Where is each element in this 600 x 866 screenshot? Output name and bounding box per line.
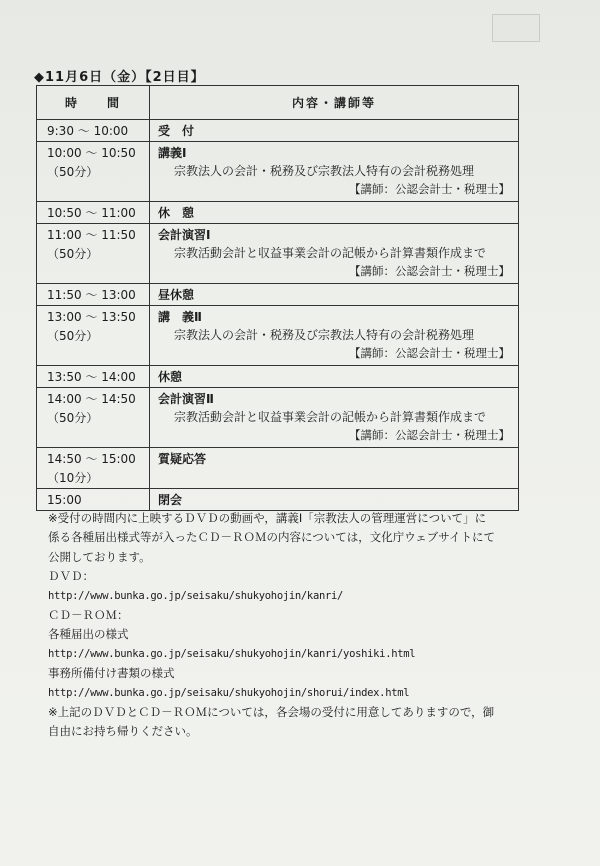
- office-label: 事務所備付け書類の様式: [48, 666, 175, 681]
- session-title: 会計演習Ⅰ: [158, 228, 211, 242]
- note-line: 係る各種届出様式等が入ったＣＤ－ＲＯＭの内容については，文化庁ウェブサイトにて: [48, 530, 496, 545]
- time-range: 13:00 〜 13:50: [47, 310, 136, 324]
- session-title: 会計演習Ⅱ: [158, 392, 214, 406]
- notes-section: [48, 509, 528, 742]
- session-title: 受 付: [158, 124, 195, 138]
- time-cell: [37, 202, 150, 224]
- time-cell: [37, 224, 150, 284]
- time-range: 14:50 〜 15:00: [47, 452, 136, 466]
- session-description: 宗教活動会計と収益事業会計の記帳から計算書類作成まで: [174, 410, 487, 424]
- table-row: [37, 224, 519, 284]
- table-row: [37, 448, 519, 489]
- forms-label: 各種届出の様式: [48, 627, 129, 642]
- session-title: 講 義Ⅱ: [158, 310, 202, 324]
- content-cell: [150, 388, 519, 448]
- time-range: 11:50 〜 13:00: [47, 288, 136, 302]
- lecturer-label: 【講師：公認会計士・税理士】: [349, 346, 510, 360]
- lecturer-label: 【講師：公認会計士・税理士】: [349, 264, 510, 278]
- time-cell: [37, 306, 150, 366]
- column-header-time: 時 間: [37, 86, 150, 120]
- duration: （50分）: [47, 247, 99, 261]
- dvd-url-link[interactable]: http://www.bunka.go.jp/seisaku/shukyohojin/kanri/: [48, 589, 344, 602]
- time-range: 9:30 〜 10:00: [47, 124, 129, 138]
- table-row: [37, 366, 519, 388]
- table-row: [37, 489, 519, 511]
- session-description: 宗教活動会計と収益事業会計の記帳から計算書類作成まで: [174, 246, 487, 260]
- table-row: [37, 306, 519, 366]
- table-row: [37, 202, 519, 224]
- date-heading: ◆11月6日（金）【2日目】: [34, 70, 205, 85]
- content-cell: [150, 366, 519, 388]
- time-range: 15:00: [47, 493, 82, 507]
- content-cell: [150, 224, 519, 284]
- forms-url-link[interactable]: http://www.bunka.go.jp/seisaku/shukyohojin/kanri/yoshiki.html: [48, 647, 416, 660]
- time-range: 14:00 〜 14:50: [47, 392, 136, 406]
- table-header-row: [37, 86, 519, 120]
- duration: （50分）: [47, 165, 99, 179]
- note-line: 公開しております。: [48, 549, 151, 564]
- content-cell: [150, 142, 519, 202]
- session-title: 休憩: [158, 370, 183, 384]
- time-cell: [37, 489, 150, 511]
- content-cell: [150, 448, 519, 489]
- table-row: [37, 142, 519, 202]
- session-title: 休 憩: [158, 206, 195, 220]
- time-cell: [37, 388, 150, 448]
- table-row: [37, 388, 519, 448]
- dvd-label: ＤＶＤ：: [48, 569, 94, 584]
- office-url-link[interactable]: http://www.bunka.go.jp/seisaku/shukyohojin/shorui/index.html: [48, 686, 410, 699]
- time-cell: [37, 120, 150, 142]
- time-cell: [37, 142, 150, 202]
- duration: （50分）: [47, 329, 99, 343]
- note-line: ※受付の時間内に上映するＤＶＤの動画や，講義Ⅰ「宗教法人の管理運営について」に: [48, 511, 487, 525]
- content-cell: [150, 306, 519, 366]
- time-cell: [37, 366, 150, 388]
- index-tab: [492, 14, 540, 42]
- session-title: 昼休憩: [158, 288, 195, 302]
- duration: （10分）: [47, 471, 99, 485]
- table-row: [37, 284, 519, 306]
- column-header-content: 内容・講師等: [150, 86, 519, 120]
- lecturer-label: 【講師：公認会計士・税理士】: [349, 182, 510, 196]
- session-title: 講義Ⅰ: [158, 146, 187, 160]
- time-range: 10:00 〜 10:50: [47, 146, 136, 160]
- time-range: 11:00 〜 11:50: [47, 228, 136, 242]
- session-description: 宗教法人の会計・税務及び宗教法人特有の会計税務処理: [174, 164, 475, 178]
- cd-label: ＣＤ－ＲＯＭ：: [48, 608, 129, 623]
- footer-note: ※上記のＤＶＤとＣＤ－ＲＯＭについては，各会場の受付に用意してありますので，御: [48, 705, 495, 720]
- content-cell: [150, 284, 519, 306]
- content-cell: [150, 120, 519, 142]
- lecturer-label: 【講師：公認会計士・税理士】: [349, 428, 510, 442]
- session-title: 質疑応答: [158, 452, 207, 466]
- time-range: 10:50 〜 11:00: [47, 206, 136, 220]
- session-description: 宗教法人の会計・税務及び宗教法人特有の会計税務処理: [174, 328, 475, 342]
- footer-note: 自由にお持ち帰りください。: [48, 724, 198, 739]
- content-cell: [150, 489, 519, 511]
- time-cell: [37, 448, 150, 489]
- time-range: 13:50 〜 14:00: [47, 370, 136, 384]
- session-title: 閉会: [158, 493, 183, 507]
- table-row: [37, 120, 519, 142]
- duration: （50分）: [47, 411, 99, 425]
- content-cell: [150, 202, 519, 224]
- time-cell: [37, 284, 150, 306]
- schedule-table: [36, 85, 519, 511]
